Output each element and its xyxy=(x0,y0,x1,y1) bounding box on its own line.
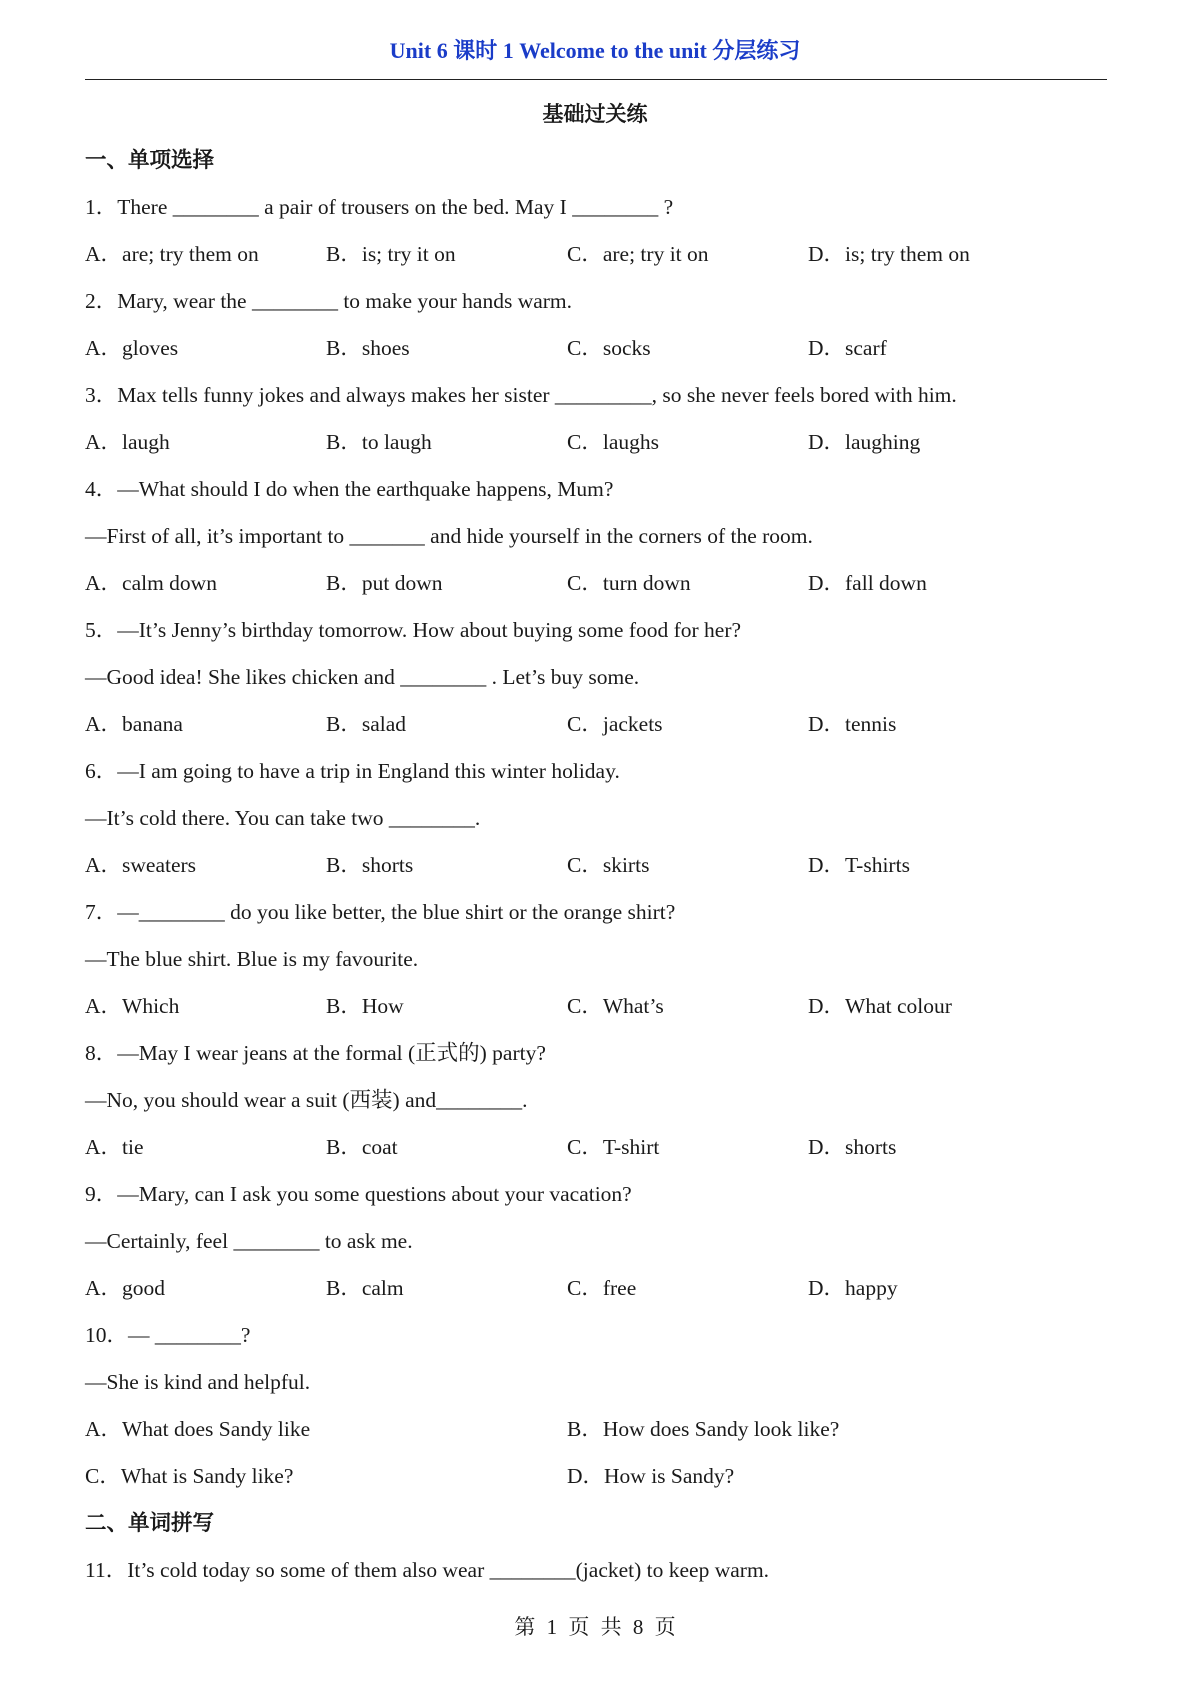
question-line: —Good idea! She likes chicken and ________ . Let’s buy some. xyxy=(85,665,640,689)
part-title: 一、单项选择 xyxy=(85,148,215,172)
answer-option: C．free xyxy=(567,1276,637,1300)
question-line: —First of all, it’s important to _______ and hide yourself in the corners of the room. xyxy=(85,524,813,548)
answer-option: B．shorts xyxy=(326,853,414,877)
section-heading: 基础过关练 xyxy=(542,102,648,126)
question-line: —She is kind and helpful. xyxy=(85,1370,311,1394)
answer-option: A．banana xyxy=(85,712,183,736)
answer-option: C．socks xyxy=(567,336,651,360)
question-stem: 8．—May I wear jeans at the formal (正式的) party? xyxy=(85,1041,546,1065)
answer-option: A．tie xyxy=(85,1135,144,1159)
answer-option: A．laugh xyxy=(85,430,170,454)
answer-option: A．Which xyxy=(85,994,180,1018)
answer-option: C．skirts xyxy=(567,853,650,877)
answer-option: A．gloves xyxy=(85,336,179,360)
question-stem: 6．—I am going to have a trip in England this winter holiday. xyxy=(85,759,620,783)
answer-options xyxy=(85,701,1115,748)
answer-option: C．turn down xyxy=(567,571,691,595)
answer-options xyxy=(85,560,1115,607)
answer-option: C．T-shirt xyxy=(567,1135,660,1159)
header-divider xyxy=(85,79,1107,80)
answer-option: C．are; try it on xyxy=(567,242,709,266)
answer-option: A．are; try them on xyxy=(85,242,259,266)
part-title: 二、单词拼写 xyxy=(85,1511,215,1535)
question-stem: 5．—It’s Jenny’s birthday tomorrow. How about buying some food for her? xyxy=(85,618,742,642)
question-line: —It’s cold there. You can take two ________. xyxy=(85,806,481,830)
answer-option: B．is; try it on xyxy=(326,242,456,266)
document-title: Unit 6 课时 1 Welcome to the unit 分层练习 xyxy=(389,38,801,63)
answer-option: B．How does Sandy look like? xyxy=(567,1417,840,1441)
answer-option: A．sweaters xyxy=(85,853,197,877)
answer-option: B．to laugh xyxy=(326,430,432,454)
answer-option: D．scarf xyxy=(808,336,887,360)
question-stem: 7．—________ do you like better, the blue shirt or the orange shirt? xyxy=(85,900,676,924)
answer-options xyxy=(85,842,1115,889)
answer-options xyxy=(85,1124,1115,1171)
answer-option: D．laughing xyxy=(808,430,921,454)
page-number: 第 1 页 共 8 页 xyxy=(514,1615,676,1639)
question-stem: 9．—Mary, can I ask you some questions about your vacation? xyxy=(85,1182,632,1206)
answer-option: A．What does Sandy like xyxy=(85,1417,311,1441)
answer-options xyxy=(85,1265,1115,1312)
answer-option: D．T-shirts xyxy=(808,853,910,877)
answer-option: B．put down xyxy=(326,571,443,595)
question-line: —Certainly, feel ________ to ask me. xyxy=(85,1229,413,1253)
answer-options xyxy=(85,1406,1115,1453)
answer-options xyxy=(85,419,1115,466)
answer-option: D．shorts xyxy=(808,1135,897,1159)
worksheet-content xyxy=(85,137,1115,1594)
answer-option: D．tennis xyxy=(808,712,897,736)
answer-option: D．What colour xyxy=(808,994,952,1018)
question-stem: 4．—What should I do when the earthquake happens, Mum? xyxy=(85,477,614,501)
answer-option: C．What’s xyxy=(567,994,664,1018)
question-stem: 2．Mary, wear the ________ to make your hands warm. xyxy=(85,289,573,313)
answer-option: A．good xyxy=(85,1276,166,1300)
question-line: —No, you should wear a suit (西装) and________. xyxy=(85,1088,528,1112)
answer-option: C．laughs xyxy=(567,430,659,454)
question-stem: 1．There ________ a pair of trousers on the bed. May I ________ ? xyxy=(85,195,674,219)
question-stem: 3．Max tells funny jokes and always makes her sister _________, so she never feels bored with him. xyxy=(85,383,957,407)
question-stem: 11．It’s cold today so some of them also wear ________(jacket) to keep warm. xyxy=(85,1558,770,1582)
answer-option: B．How xyxy=(326,994,404,1018)
answer-option: D．is; try them on xyxy=(808,242,970,266)
answer-option: A．calm down xyxy=(85,571,217,595)
question-line: —The blue shirt. Blue is my favourite. xyxy=(85,947,419,971)
answer-option: C．jackets xyxy=(567,712,663,736)
answer-options xyxy=(85,325,1115,372)
answer-option: D．happy xyxy=(808,1276,898,1300)
answer-option: D．How is Sandy? xyxy=(567,1464,735,1488)
answer-options xyxy=(85,1453,1115,1500)
answer-option: B．coat xyxy=(326,1135,398,1159)
answer-option: B．shoes xyxy=(326,336,410,360)
answer-option: D．fall down xyxy=(808,571,927,595)
question-stem: 10．— ________? xyxy=(85,1323,251,1347)
answer-option: B．calm xyxy=(326,1276,404,1300)
answer-options xyxy=(85,983,1115,1030)
answer-option: C．What is Sandy like? xyxy=(85,1464,294,1488)
answer-option: B．salad xyxy=(326,712,407,736)
answer-options xyxy=(85,231,1115,278)
